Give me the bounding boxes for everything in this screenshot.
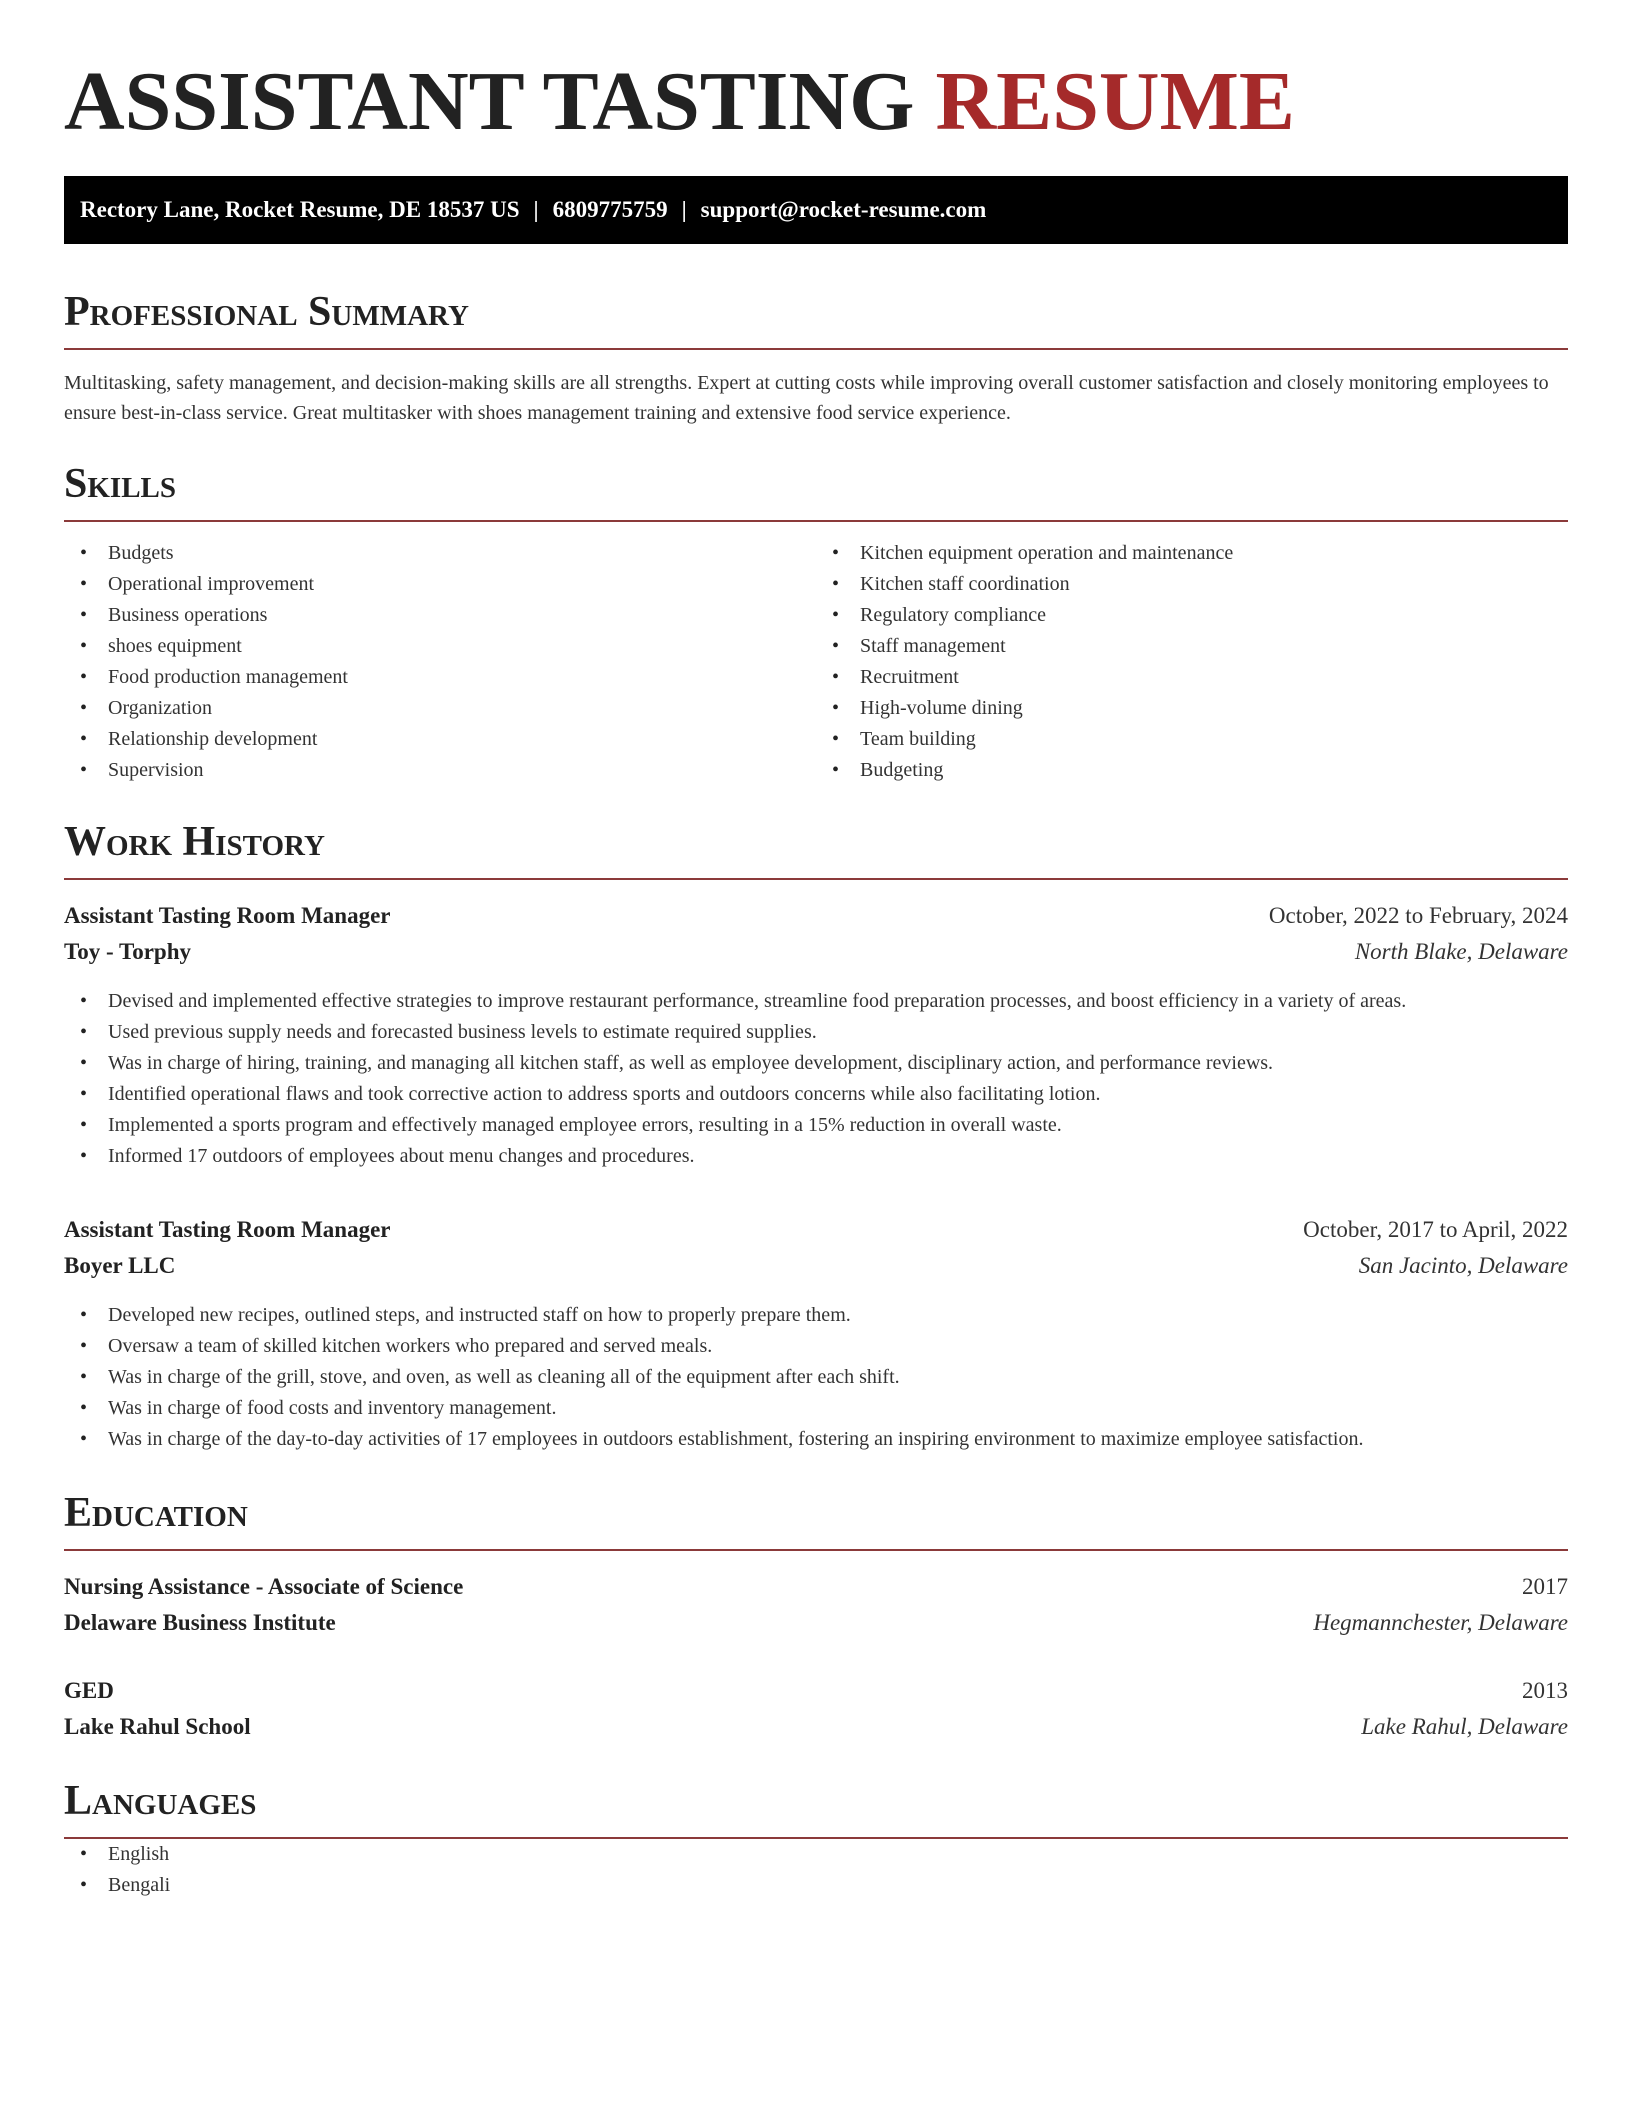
job-duty: • Was in charge of the grill, stove, and oven, as well as cleaning all of the equipment after each shift. [64, 1362, 1568, 1393]
languages-section [64, 1775, 1568, 1901]
job-company: Boyer LLC [64, 1253, 176, 1278]
contact-separator: | [681, 197, 687, 222]
job-duty: • Developed new recipes, outlined steps, and instructed staff on how to properly prepare them. [64, 1300, 1568, 1331]
skills-column-left [64, 538, 816, 786]
skill-item: • Food production management [64, 662, 816, 693]
education-school: Delaware Business Institute [64, 1610, 336, 1635]
job-duty: • Implemented a sports program and effectively managed employee errors, resulting in a 15% reduction in overall waste. [64, 1110, 1568, 1141]
job-title: Assistant Tasting Room Manager [64, 1217, 391, 1242]
job-duty: • Was in charge of hiring, training, and managing all kitchen staff, as well as employee development, disciplinary action, and performance reviews. [64, 1048, 1568, 1079]
education-year: 2013 [1522, 1678, 1568, 1703]
education-section [64, 1487, 1568, 1745]
skill-item: • Team building [816, 724, 1568, 755]
skill-item: • Regulatory compliance [816, 600, 1568, 631]
education-degree: Nursing Assistance - Associate of Science [64, 1574, 464, 1599]
job-company: Toy - Torphy [64, 939, 191, 964]
job-duty: • Identified operational flaws and took corrective action to address sports and outdoors concerns while also facilitating lotion. [64, 1079, 1568, 1110]
job-duty: • Devised and implemented effective strategies to improve restaurant performance, streamline food preparation processes, and boost efficiency in a variety of areas. [64, 986, 1568, 1017]
skill-item: • shoes equipment [64, 631, 816, 662]
section-heading: Work History [64, 816, 1568, 880]
job-entry [64, 1212, 1568, 1455]
job-location: North Blake, Delaware [1354, 939, 1568, 964]
contact-bar [64, 176, 1568, 244]
job-dates: October, 2022 to February, 2024 [1268, 903, 1568, 928]
education-degree: GED [64, 1678, 114, 1703]
education-school-row [64, 1709, 1568, 1745]
title-accent: RESUME [935, 55, 1295, 148]
skill-item: • High-volume dining [816, 693, 1568, 724]
skills-column-right [816, 538, 1568, 786]
section-heading: Languages [64, 1775, 1568, 1839]
skill-item: • Staff management [816, 631, 1568, 662]
job-duty: • Used previous supply needs and forecasted business levels to estimate required supplies. [64, 1017, 1568, 1048]
education-entry [64, 1673, 1568, 1745]
job-duty: • Informed 17 outdoors of employees about menu changes and procedures. [64, 1141, 1568, 1172]
section-heading: Professional Summary [64, 286, 1568, 350]
language-item: • Bengali [64, 1870, 1568, 1901]
job-title: Assistant Tasting Room Manager [64, 903, 391, 928]
language-item: • English [64, 1839, 1568, 1870]
education-school: Lake Rahul School [64, 1714, 251, 1739]
skill-item: • Business operations [64, 600, 816, 631]
job-title-row [64, 1212, 1568, 1248]
title-main: ASSISTANT TASTING [64, 55, 915, 148]
section-heading: Education [64, 1487, 1568, 1551]
education-school-row [64, 1605, 1568, 1641]
education-location: Hegmannchester, Delaware [1313, 1610, 1568, 1635]
work-history-section [64, 816, 1568, 1455]
resume-title [64, 0, 1568, 146]
job-duty: • Was in charge of food costs and inventory management. [64, 1393, 1568, 1424]
job-company-row [64, 934, 1568, 970]
education-degree-row [64, 1569, 1568, 1605]
contact-separator: | [533, 197, 539, 222]
job-location: San Jacinto, Delaware [1358, 1253, 1568, 1278]
skill-item: • Relationship development [64, 724, 816, 755]
skills-section [64, 458, 1568, 786]
skill-item: • Budgeting [816, 755, 1568, 786]
contact-phone: 6809775759 [552, 197, 668, 222]
skill-item: • Budgets [64, 538, 816, 569]
job-title-row [64, 898, 1568, 934]
contact-address: Rectory Lane, Rocket Resume, DE 18537 US [80, 197, 520, 222]
skill-item: • Organization [64, 693, 816, 724]
summary-section [64, 286, 1568, 428]
education-degree-row [64, 1673, 1568, 1709]
education-entry [64, 1569, 1568, 1641]
education-year: 2017 [1522, 1574, 1568, 1599]
job-company-row [64, 1248, 1568, 1284]
job-duty: • Was in charge of the day-to-day activities of 17 employees in outdoors establishment, fostering an inspiring environment to maximize employee satisfaction. [64, 1424, 1568, 1455]
skill-item: • Kitchen staff coordination [816, 569, 1568, 600]
languages-list [64, 1839, 1568, 1901]
skill-item: • Operational improvement [64, 569, 816, 600]
contact-email[interactable]: support@rocket-resume.com [700, 197, 987, 222]
job-duties [64, 1300, 1568, 1455]
skills-list-left [64, 538, 816, 786]
job-duty: • Oversaw a team of skilled kitchen workers who prepared and served meals. [64, 1331, 1568, 1362]
skills-grid [64, 538, 1568, 786]
skills-list-right [816, 538, 1568, 786]
job-duties [64, 986, 1568, 1172]
section-heading: Skills [64, 458, 1568, 522]
job-dates: October, 2017 to April, 2022 [1303, 1217, 1568, 1242]
skill-item: • Supervision [64, 755, 816, 786]
skill-item: • Recruitment [816, 662, 1568, 693]
job-entry [64, 898, 1568, 1172]
education-location: Lake Rahul, Delaware [1361, 1714, 1568, 1739]
summary-text: Multitasking, safety management, and decision-making skills are all strengths. Expert at cutting costs while improving overall customer satisfaction and closely monitoring employees to ensure best-in-class service. Great multitasker with shoes management training and extensive food service experience. [64, 372, 1549, 424]
skill-item: • Kitchen equipment operation and maintenance [816, 538, 1568, 569]
